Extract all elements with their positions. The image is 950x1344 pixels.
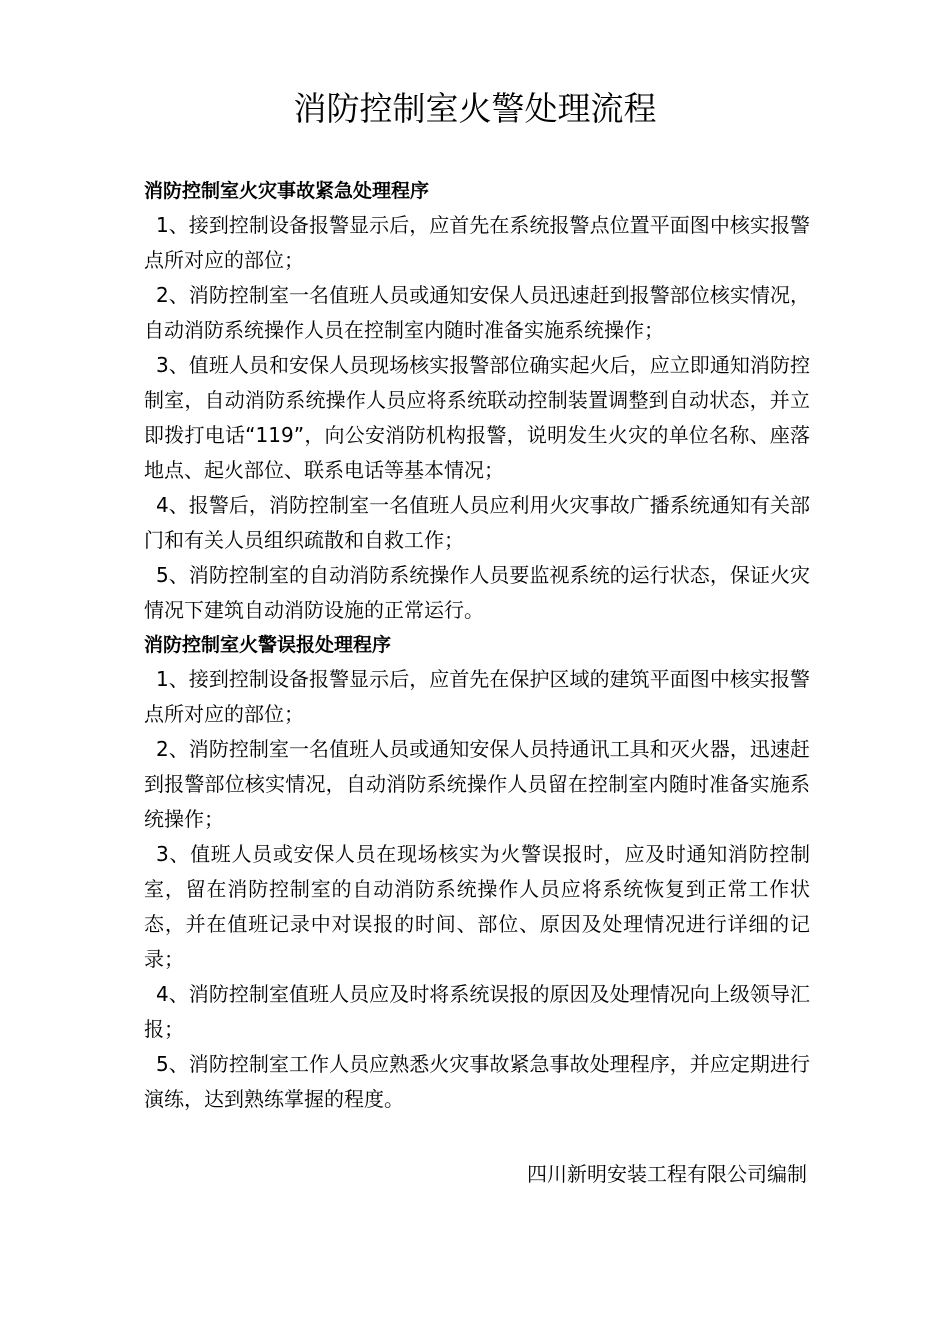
document-title: 消防控制室火警处理流程 [293,89,657,128]
emergency-step-3: 3、值班人员和安保人员现场核实报警部位确实起火后，应立即通知消防控制室，自动消防系统操作人员应将系统联动控制装置调整到自动状态，并立即拨打电话“119”，向公安消防机构报警，说明发生火灾的单位名称、座落地点、起火部位、联系电话等基本情况； [144,353,810,482]
false-alarm-step-1: 1、接到控制设备报警显示后，应首先在保护区域的建筑平面图中核实报警点所对应的部位； [144,667,810,726]
false-alarm-step-2: 2、消防控制室一名值班人员或通知安保人员持通讯工具和灭火器，迅速赶到报警部位核实情况，自动消防系统操作人员留在控制室内随时准备实施系统操作； [144,737,810,831]
document-body [144,174,810,1117]
false-alarm-step-5: 5、消防控制室工作人员应熟悉火灾事故紧急事故处理程序，并应定期进行演练，达到熟练掌握的程度。 [144,1052,810,1111]
section-heading-emergency: 消防控制室火灾事故紧急处理程序 [144,180,430,202]
false-alarm-step-3: 3、值班人员或安保人员在现场核实为火警误报时，应及时通知消防控制室，留在消防控制室的自动消防系统操作人员应将系统恢复到正常工作状态，并在值班记录中对误报的时间、部位、原因及处理情况进行详细的记录； [144,842,810,971]
section-heading-false-alarm: 消防控制室火警误报处理程序 [144,634,392,656]
emergency-step-4: 4、报警后，消防控制室一名值班人员应利用火灾事故广播系统通知有关部门和有关人员组织疏散和自救工作； [144,493,810,552]
document-footer: 四川新明安装工程有限公司编制 [527,1162,807,1186]
false-alarm-step-4: 4、消防控制室值班人员应及时将系统误报的原因及处理情况向上级领导汇报； [144,982,810,1041]
emergency-step-2: 2、消防控制室一名值班人员或通知安保人员迅速赶到报警部位核实情况，自动消防系统操作人员在控制室内随时准备实施系统操作； [144,283,810,342]
emergency-step-1: 1、接到控制设备报警显示后，应首先在系统报警点位置平面图中核实报警点所对应的部位； [144,213,810,272]
emergency-step-5: 5、消防控制室的自动消防系统操作人员要监视系统的运行状态，保证火灾情况下建筑自动消防设施的正常运行。 [144,563,810,622]
